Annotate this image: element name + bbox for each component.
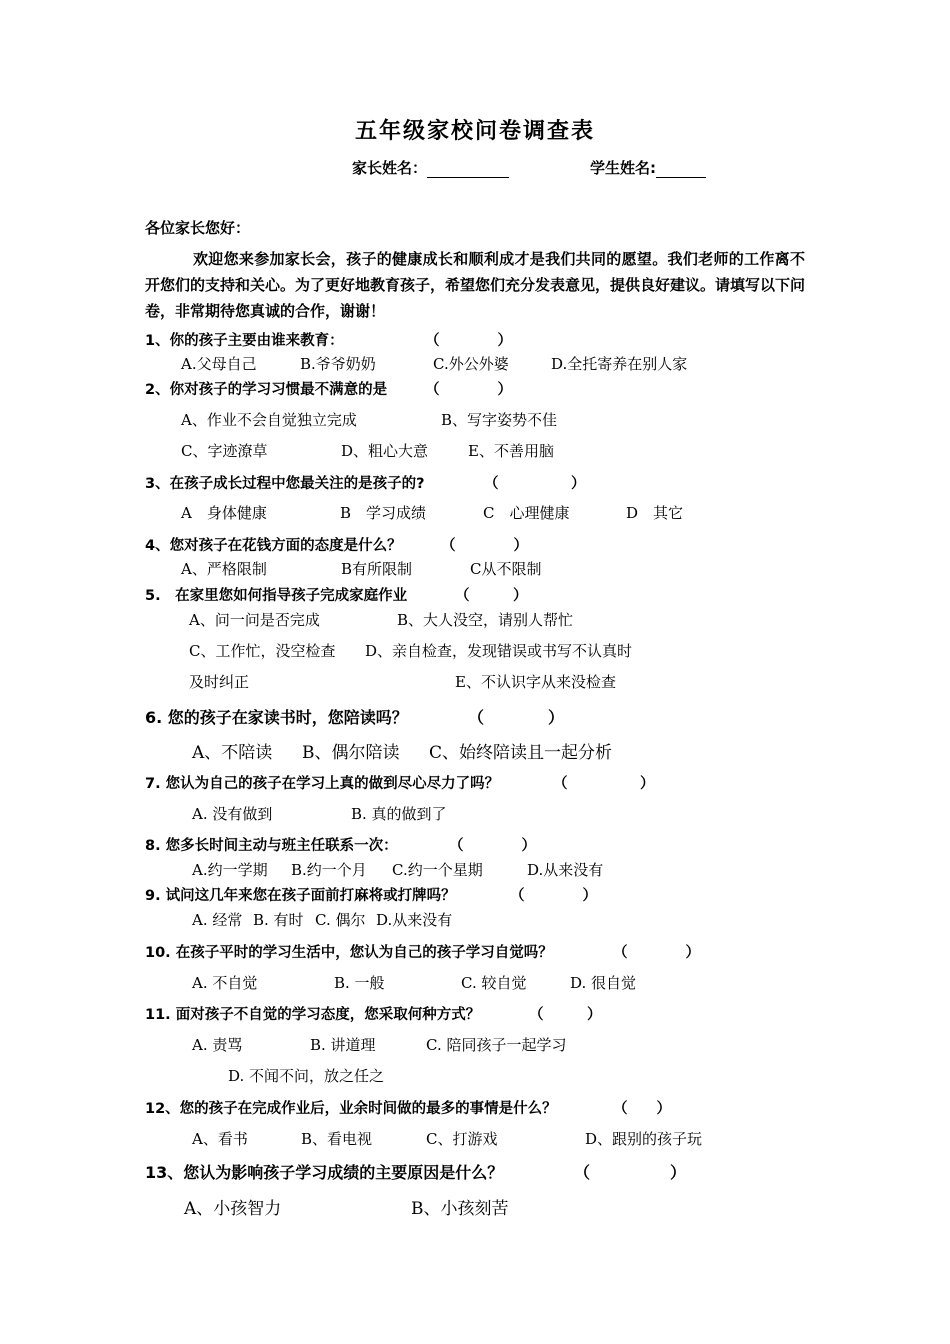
option-4b[interactable]: B有所限制 — [341, 560, 413, 578]
question-12: 12、您的孩子在完成作业后，业余时间做的最多的事情是什么？ — [145, 1101, 557, 1117]
student-name-field — [590, 157, 706, 178]
option-12c[interactable]: C、打游戏 — [426, 1130, 498, 1148]
answer-paren-9[interactable]: （ ） — [510, 888, 597, 904]
question-11: 11. 面对孩子不自觉的学习态度，您采取何种方式？ — [145, 1007, 481, 1023]
option-10b[interactable]: B. 一般 — [334, 974, 385, 992]
option-1d[interactable]: D.全托寄养在别人家 — [551, 355, 688, 373]
option-8d[interactable]: D.从来没有 — [527, 861, 604, 879]
option-8c[interactable]: C.约一个星期 — [392, 861, 483, 879]
answer-paren-8[interactable]: （ ） — [449, 838, 536, 854]
option-2e[interactable]: E、不善用脑 — [468, 442, 554, 460]
option-3a[interactable]: A 身体健康 — [181, 504, 267, 522]
intro-paragraph: 欢迎您来参加家长会，孩子的健康成长和顺利成才是我们共同的愿望。我们老师的工作离不开您们的支持和关心。为了更好地教育孩子，希望您们充分发表意见，提供良好建议。请填写以下问卷，非常期待您真诚的合作，谢谢！ — [145, 250, 806, 320]
option-13b[interactable]: B、小孩刻苦 — [411, 1199, 509, 1219]
answer-paren-5[interactable]: （ ） — [455, 588, 528, 604]
option-5d[interactable]: D、亲自检查，发现错误或书写不认真时 — [365, 642, 633, 660]
option-4a[interactable]: A、严格限制 — [181, 560, 267, 578]
option-9d[interactable]: D.从来没有 — [376, 911, 453, 929]
option-10a[interactable]: A. 不自觉 — [192, 974, 258, 992]
parent-name-input[interactable] — [427, 161, 509, 178]
option-12a[interactable]: A、看书 — [192, 1130, 248, 1148]
parent-name-label: 家长姓名： — [352, 159, 428, 177]
option-3d[interactable]: D 其它 — [626, 504, 684, 522]
option-2a[interactable]: A、作业不会自觉独立完成 — [181, 411, 357, 429]
answer-paren-1[interactable]: （ ） — [425, 333, 512, 349]
option-11d[interactable]: D. 不闻不问，放之任之 — [228, 1067, 385, 1085]
answer-paren-6[interactable]: （ ） — [468, 708, 565, 727]
question-4: 4、您对孩子在花钱方面的态度是什么？ — [145, 538, 402, 554]
option-6b[interactable]: B、偶尔陪读 — [302, 743, 400, 763]
option-11c[interactable]: C. 陪同孩子一起学习 — [426, 1036, 567, 1054]
answer-paren-10[interactable]: （ ） — [613, 945, 700, 961]
student-name-label: 学生姓名: — [590, 159, 656, 177]
option-1a[interactable]: A.父母自己 — [181, 355, 257, 373]
question-8: 8. 您多长时间主动与班主任联系一次： — [145, 838, 398, 854]
option-1b[interactable]: B.爷爷奶奶 — [300, 355, 376, 373]
answer-paren-7[interactable]: （ ） — [553, 776, 655, 792]
option-11a[interactable]: A. 责骂 — [192, 1036, 243, 1054]
answer-paren-13[interactable]: （ ） — [574, 1163, 687, 1182]
student-name-input[interactable] — [656, 161, 706, 178]
option-2d[interactable]: D、粗心大意 — [341, 442, 429, 460]
answer-paren-2[interactable]: （ ） — [425, 382, 512, 398]
option-10c[interactable]: C. 较自觉 — [461, 974, 527, 992]
page-title: 五年级家校问卷调查表 — [354, 119, 595, 144]
question-1: 1、你的孩子主要由谁来教育： — [145, 333, 344, 349]
answer-paren-3[interactable]: （ ） — [484, 476, 586, 492]
option-3c[interactable]: C 心理健康 — [483, 504, 570, 522]
option-9b[interactable]: B. 有时 — [253, 911, 304, 929]
option-5d-cont: 及时纠正 — [189, 673, 250, 691]
option-3b[interactable]: B 学习成绩 — [340, 504, 427, 522]
option-5e[interactable]: E、不认识字从来没检查 — [455, 673, 616, 691]
parent-name-field — [352, 157, 509, 178]
question-5: 5. 在家里您如何指导孩子完成家庭作业 — [145, 588, 408, 604]
answer-paren-4[interactable]: （ ） — [441, 538, 528, 554]
option-1c[interactable]: C.外公外婆 — [433, 355, 509, 373]
option-2b[interactable]: B、写字姿势不佳 — [441, 411, 558, 429]
option-12d[interactable]: D、跟别的孩子玩 — [585, 1130, 703, 1148]
option-12b[interactable]: B、看电视 — [301, 1130, 373, 1148]
option-5b[interactable]: B、大人没空，请别人帮忙 — [397, 611, 574, 629]
answer-paren-11[interactable]: （ ） — [529, 1007, 602, 1023]
question-6: 6. 您的孩子在家读书时，您陪读吗？ — [145, 708, 408, 727]
question-7: 7. 您认为自己的孩子在学习上真的做到尽心尽力了吗？ — [145, 776, 500, 792]
option-5a[interactable]: A、问一问是否完成 — [189, 611, 320, 629]
option-10d[interactable]: D. 很自觉 — [570, 974, 637, 992]
option-13a[interactable]: A、小孩智力 — [184, 1199, 282, 1219]
option-6a[interactable]: A、不陪读 — [192, 743, 273, 763]
option-6c[interactable]: C、始终陪读且一起分析 — [429, 743, 613, 763]
question-9: 9. 试问这几年来您在孩子面前打麻将或打牌吗？ — [145, 888, 456, 904]
option-4c[interactable]: C从不限制 — [470, 560, 542, 578]
option-8b[interactable]: B.约一个月 — [291, 861, 367, 879]
option-5c[interactable]: C、工作忙，没空检查 — [189, 642, 336, 660]
option-11b[interactable]: B. 讲道理 — [310, 1036, 376, 1054]
question-2: 2、你对孩子的学习习惯最不满意的是 — [145, 382, 388, 398]
option-8a[interactable]: A.约一学期 — [192, 861, 268, 879]
option-2c[interactable]: C、字迹潦草 — [181, 442, 268, 460]
greeting: 各位家长您好： — [145, 219, 251, 237]
answer-paren-12[interactable]: （ ） — [613, 1101, 671, 1117]
option-9c[interactable]: C. 偶尔 — [315, 911, 366, 929]
question-13: 13、您认为影响孩子学习成绩的主要原因是什么？ — [145, 1163, 504, 1182]
option-7b[interactable]: B. 真的做到了 — [351, 805, 447, 823]
option-7a[interactable]: A. 没有做到 — [192, 805, 273, 823]
question-10: 10. 在孩子平时的学习生活中，您认为自己的孩子学习自觉吗？ — [145, 945, 553, 961]
option-9a[interactable]: A. 经常 — [192, 911, 243, 929]
question-3: 3、在孩子成长过程中您最关注的是孩子的? — [145, 476, 425, 492]
